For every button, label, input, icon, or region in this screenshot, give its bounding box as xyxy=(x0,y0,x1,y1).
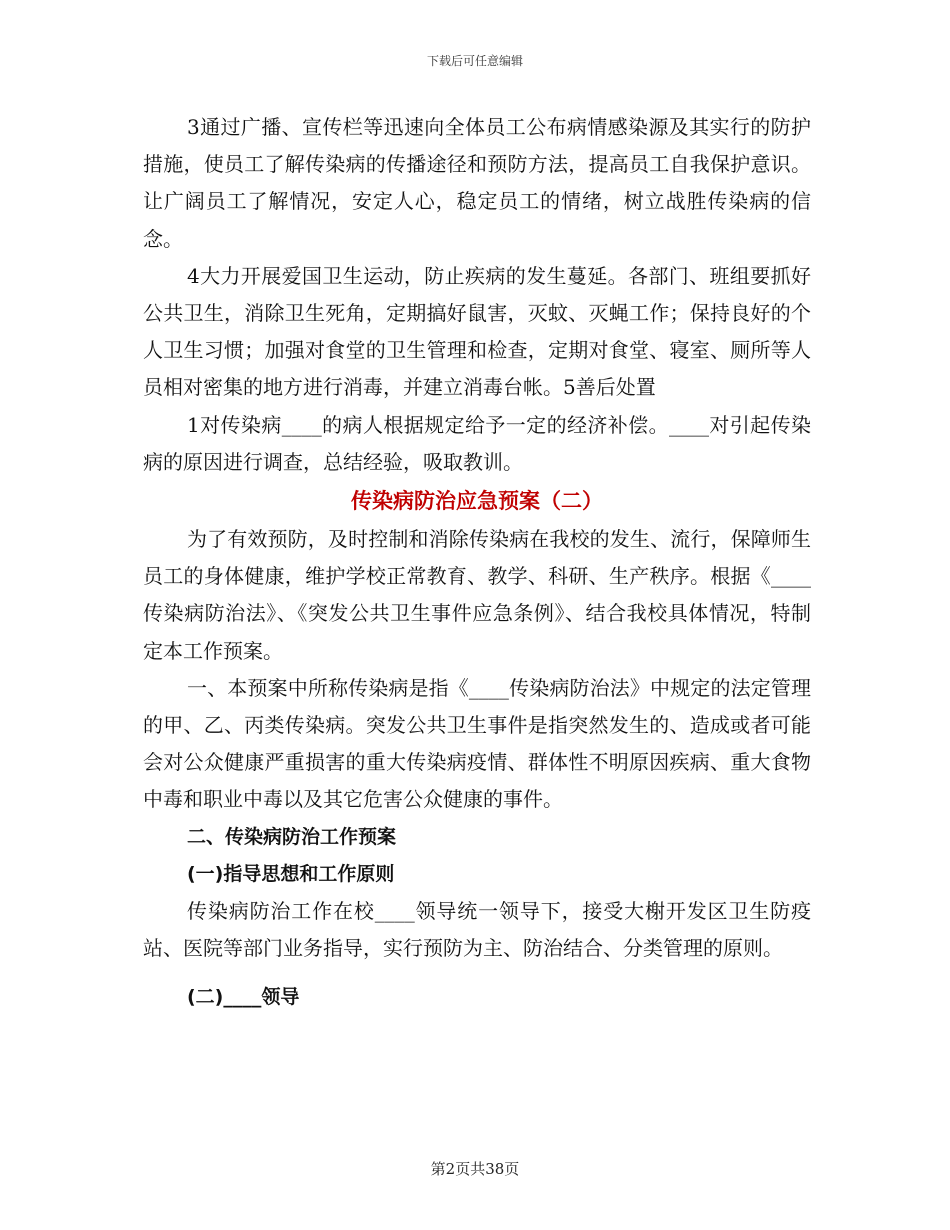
heading-work-plan: 二、传染病防治工作预案 xyxy=(187,825,397,848)
paragraph-definition: 一、本预案中所称传染病是指《____传染病防治法》中规定的法定管理的甲、乙、丙类传染病。突发公共卫生事件是指突然发生的、造成或者可能会对公众健康严重损害的重大传染病疫情、群体性不明原因疾病、重大食物中毒和职业中毒以及其它危害公众健康的事件。 xyxy=(143,675,811,812)
section-title: 传染病防治应急预案（二） xyxy=(351,489,603,514)
paragraph-intro: 为了有效预防，及时控制和消除传染病在我校的发生、流行，保障师生员工的身体健康，维护学校正常教育、教学、科研、生产秩序。根据《____传染病防治法》、《突发公共卫生事件应急条例》、结合我校具体情况，特制定本工作预案。 xyxy=(143,527,811,663)
heading-leadership: (二)____领导 xyxy=(187,986,300,1009)
page-header: 下载后可任意编辑 xyxy=(426,54,523,68)
paragraph-principles: 传染病防治工作在校____领导统一领导下，接受大榭开发区卫生防疫站、医院等部门业务指导，实行预防为主、防治结合、分类管理的原则。 xyxy=(143,899,811,961)
document-body xyxy=(143,109,811,1017)
paragraph-publicity: 3通过广播、宣传栏等迅速向全体员工公布病情感染源及其实行的防护措施，使员工了解传染病的传播途径和预防方法，提高员工自我保护意识。让广阔员工了解情况，安定人心，稳定员工的情绪，树立战胜传染病的信念。 xyxy=(143,115,811,251)
heading-guiding-principles: (一)指导思想和工作原则 xyxy=(187,862,395,885)
paragraph-sanitation: 4大力开展爱国卫生运动，防止疾病的发生蔓延。各部门、班组要抓好公共卫生，消除卫生死角，定期搞好鼠害，灭蚊、灭蝇工作；保持良好的个人卫生习惯；加强对食堂的卫生管理和检查，定期对食堂、寝室、厕所等人员相对密集的地方进行消毒，并建立消毒台帐。5善后处置 xyxy=(143,263,811,400)
paragraph-compensation: 1对传染病____的病人根据规定给予一定的经济补偿。____对引起传染病的原因进行调查，总结经验，吸取教训。 xyxy=(143,412,811,474)
page-footer: 第2页共38页 xyxy=(430,1160,520,1178)
